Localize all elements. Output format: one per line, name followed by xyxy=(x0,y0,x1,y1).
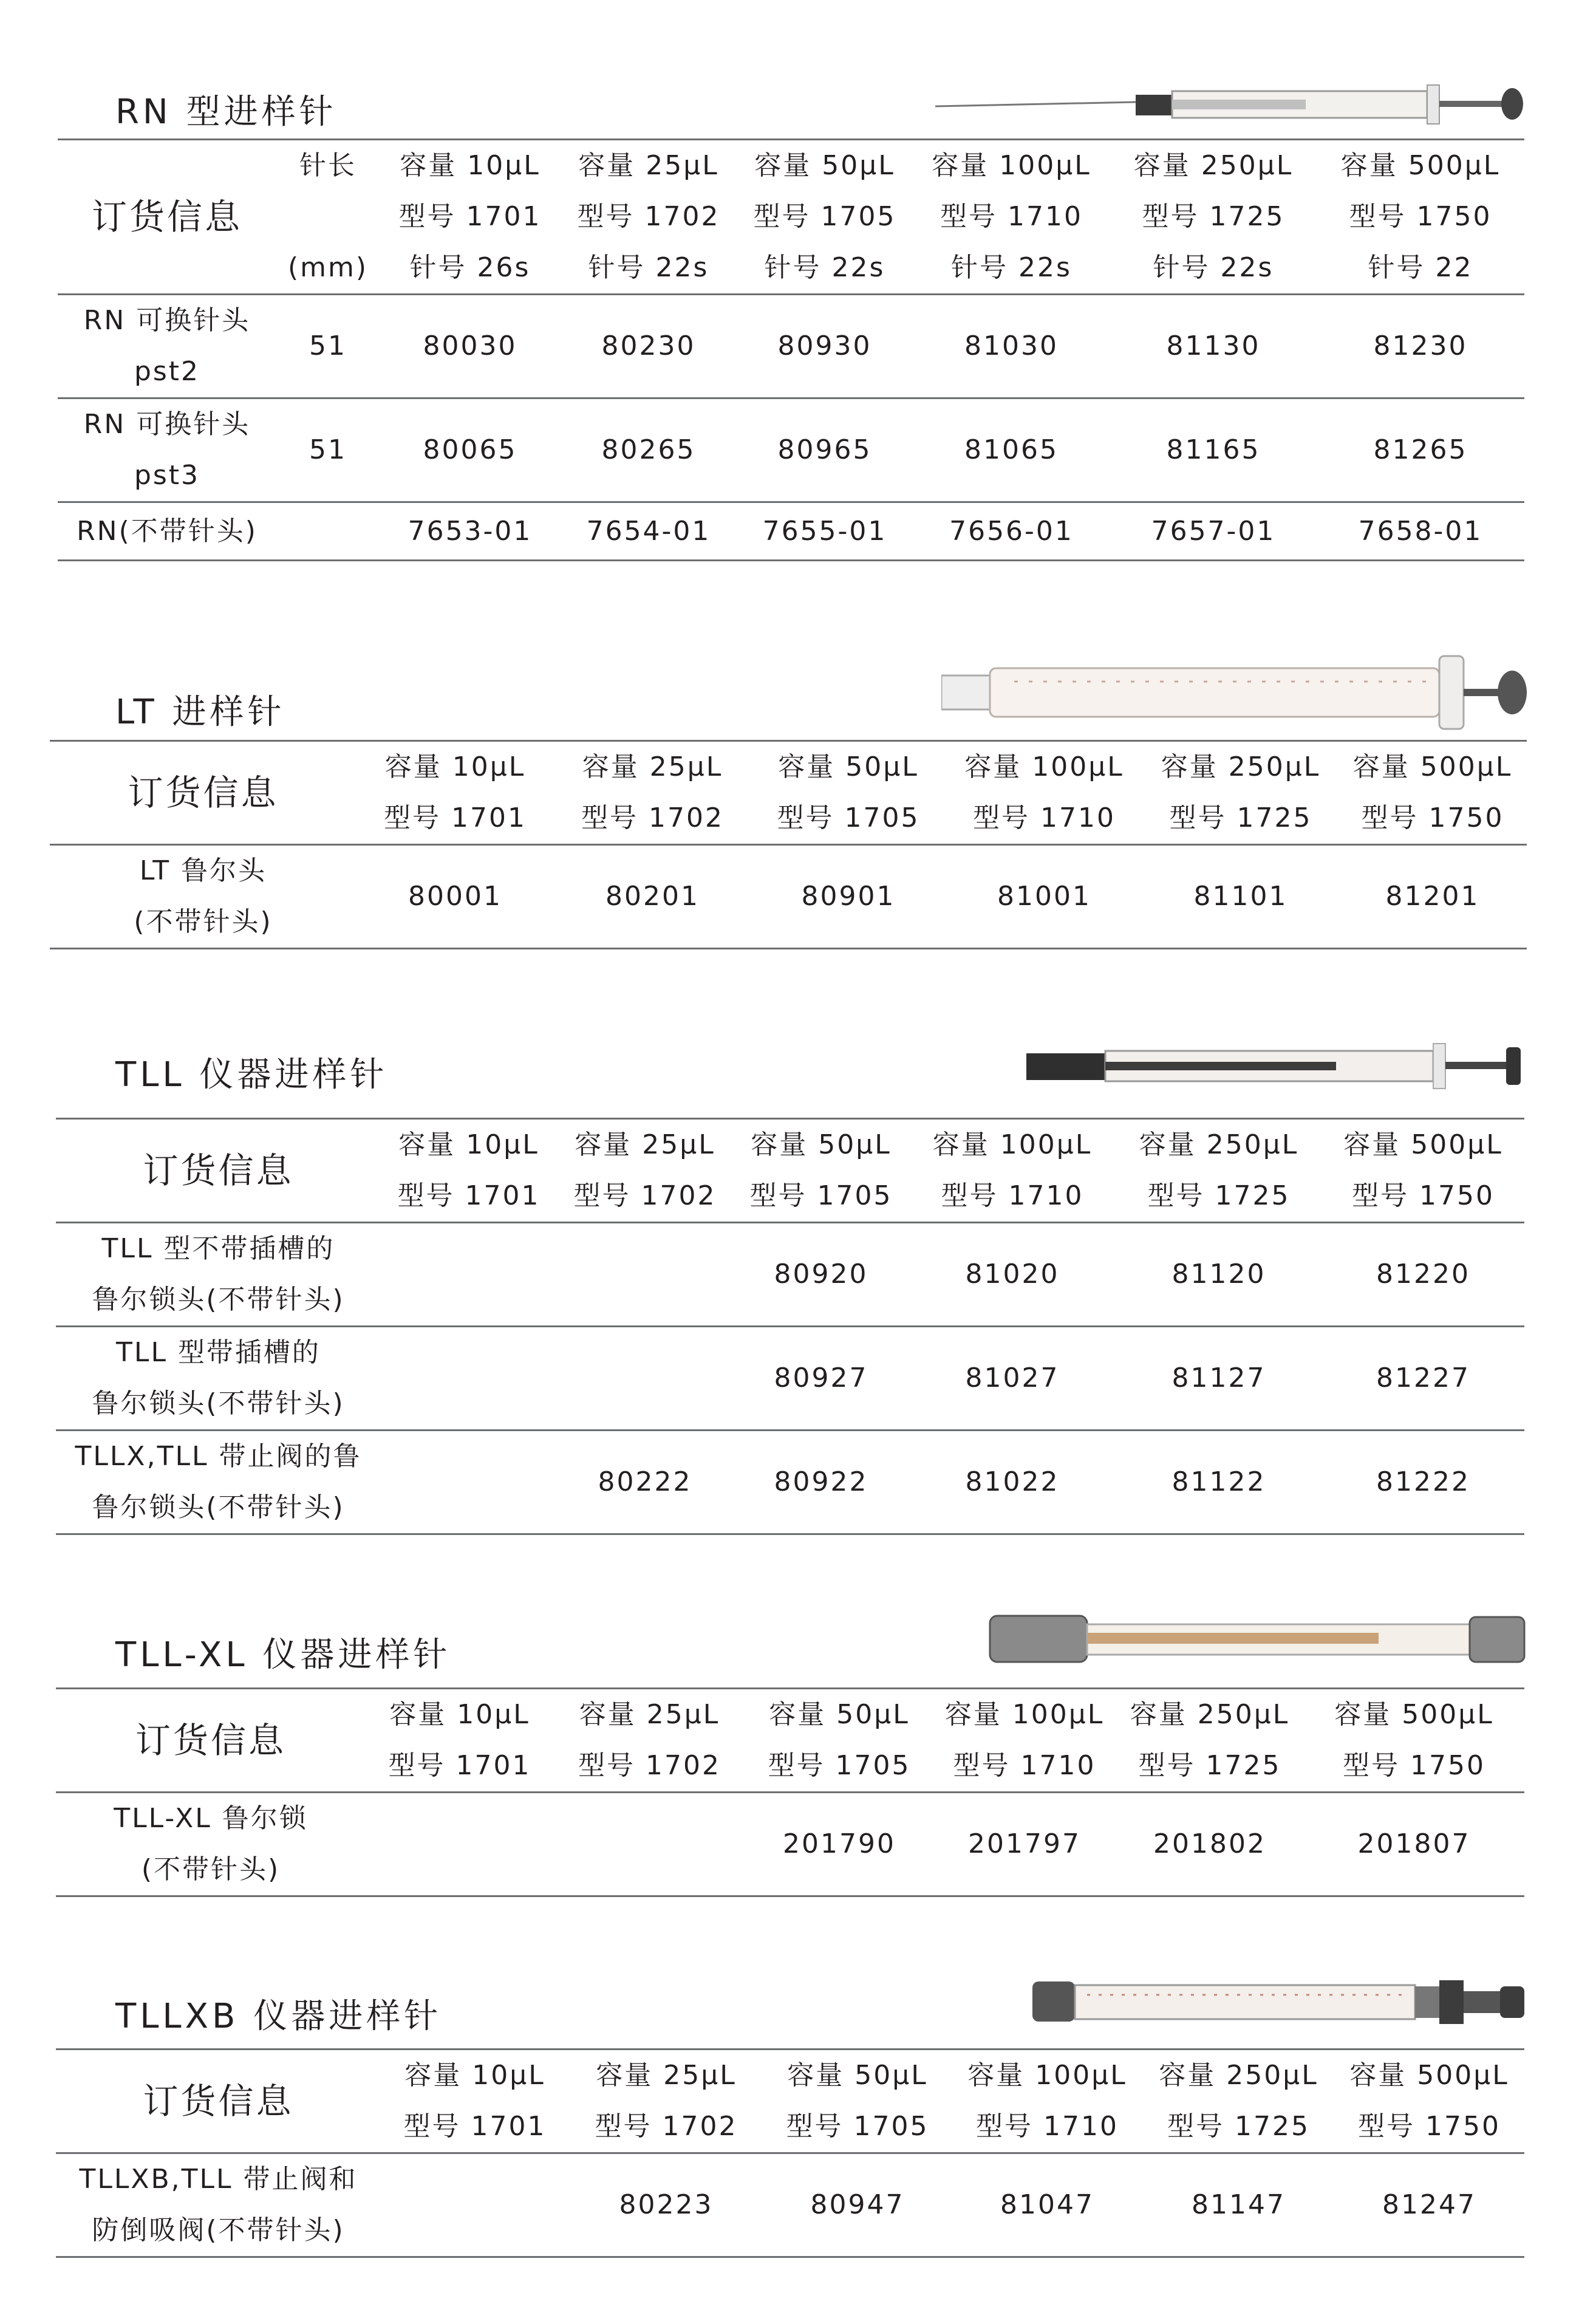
table-cell: 7653-01 xyxy=(380,502,561,561)
table-cell: 80065 xyxy=(380,398,561,502)
column-header: 容量 25μL 型号 1702 xyxy=(554,1689,745,1793)
table-cell: 81201 xyxy=(1339,845,1527,949)
table-cell: 81001 xyxy=(946,845,1143,949)
tllxb-order-table xyxy=(56,2048,1524,2258)
table-cell xyxy=(554,1793,745,1896)
column-header: 容量 250μL 型号 1725 xyxy=(1116,1689,1304,1793)
rn-order-table xyxy=(58,138,1524,561)
column-header: 容量 100μL 型号 1710 xyxy=(946,741,1143,845)
column-header: 容量 50μL 型号 1705 xyxy=(751,741,946,845)
table-cell: 80230 xyxy=(561,295,737,398)
table-cell: 80930 xyxy=(737,295,913,398)
table-cell: 80965 xyxy=(737,398,913,502)
column-header: 容量 250μL 型号 1725 针号 22s xyxy=(1110,140,1317,295)
lt-order-table xyxy=(50,740,1527,949)
column-header: 容量 500μL 型号 1750 针号 22 xyxy=(1317,140,1524,295)
table-cell: 81122 xyxy=(1116,1431,1322,1534)
tll-order-table xyxy=(56,1118,1524,1535)
table-cell: 81022 xyxy=(909,1431,1116,1534)
column-header: 容量 25μL 型号 1702 xyxy=(554,741,751,845)
table-cell: 201802 xyxy=(1116,1793,1304,1896)
column-header: 容量 500μL 型号 1750 xyxy=(1304,1689,1524,1793)
row-label: TLLXB,TLL 带止阀和 防倒吸阀(不带针头) xyxy=(56,2153,381,2257)
table-cell: 80030 xyxy=(380,295,561,398)
order-info-header: 订货信息 xyxy=(56,2050,381,2153)
column-header: 容量 500μL 型号 1750 xyxy=(1339,741,1527,845)
column-header: 容量 25μL 型号 1702 针号 22s xyxy=(561,140,737,295)
needle-length-unit: (mm) xyxy=(287,252,369,283)
tll-xl-syringe-image xyxy=(978,1604,1536,1677)
order-info-header: 订货信息 xyxy=(50,741,356,845)
row-label: TLL 型带插槽的 鲁尔锁头(不带针头) xyxy=(56,1327,381,1431)
table-cell: 81247 xyxy=(1334,2153,1524,2257)
table-cell: 81165 xyxy=(1110,398,1317,502)
needle-length-cell: 51 xyxy=(276,295,380,398)
row-label: TLL-XL 鲁尔锁 (不带针头) xyxy=(56,1793,366,1896)
table-cell xyxy=(381,1327,557,1431)
table-cell: 80222 xyxy=(557,1431,733,1534)
table-cell: 81222 xyxy=(1322,1431,1524,1534)
table-cell: 201797 xyxy=(933,1793,1116,1896)
table-cell: 80201 xyxy=(554,845,751,949)
table-cell: 81030 xyxy=(913,295,1110,398)
column-header: 容量 250μL 型号 1725 xyxy=(1143,2050,1334,2153)
column-header: 容量 100μL 型号 1710 xyxy=(933,1689,1116,1793)
table-cell: 80920 xyxy=(733,1223,909,1327)
table-cell: 80223 xyxy=(569,2153,763,2257)
table-cell: 80265 xyxy=(561,398,737,502)
column-header: 容量 25μL 型号 1702 xyxy=(569,2050,763,2153)
column-header: 容量 10μL 型号 1701 针号 26s xyxy=(380,140,561,295)
column-header: 容量 50μL 型号 1705 针号 22s xyxy=(737,140,913,295)
table-cell: 80901 xyxy=(751,845,946,949)
row-label: LT 鲁尔头 (不带针头) xyxy=(50,845,356,949)
row-label: RN(不带针头) xyxy=(58,502,276,561)
column-header: 容量 50μL 型号 1705 xyxy=(733,1119,909,1223)
table-cell: 7656-01 xyxy=(913,502,1110,561)
tll-syringe-image xyxy=(1026,1033,1536,1099)
row-label: TLLX,TLL 带止阀的鲁 鲁尔锁头(不带针头) xyxy=(56,1431,381,1534)
table-cell xyxy=(557,1223,733,1327)
column-header: 容量 25μL 型号 1702 xyxy=(557,1119,733,1223)
table-cell: 81220 xyxy=(1322,1223,1524,1327)
table-cell: 81047 xyxy=(952,2153,1143,2257)
table-cell: 7654-01 xyxy=(561,502,737,561)
table-cell: 80947 xyxy=(763,2153,952,2257)
table-cell: 81101 xyxy=(1143,845,1339,949)
table-cell: 81147 xyxy=(1143,2153,1334,2257)
table-cell: 201790 xyxy=(745,1793,933,1896)
column-header: 容量 50μL 型号 1705 xyxy=(745,1689,933,1793)
row-label: TLL 型不带插槽的 鲁尔锁头(不带针头) xyxy=(56,1223,381,1327)
order-info-header: 订货信息 xyxy=(58,140,276,295)
section-title: TLL 仪器进样针 xyxy=(115,1055,388,1095)
column-header: 容量 500μL 型号 1750 xyxy=(1322,1119,1524,1223)
table-cell xyxy=(557,1327,733,1431)
column-header: 容量 250μL 型号 1725 xyxy=(1116,1119,1322,1223)
section-title: RN 型进样针 xyxy=(115,92,337,132)
needle-length-cell: 51 xyxy=(276,398,380,502)
table-cell: 81027 xyxy=(909,1327,1116,1431)
table-cell xyxy=(381,1431,557,1534)
table-cell: 80001 xyxy=(356,845,554,949)
tllxb-syringe-image xyxy=(1032,1968,1530,2035)
column-header: 容量 100μL 型号 1710 xyxy=(952,2050,1143,2153)
table-cell: 80922 xyxy=(733,1431,909,1534)
table-cell xyxy=(366,1793,554,1896)
needle-length-cell xyxy=(276,502,380,561)
column-header: 容量 10μL 型号 1701 xyxy=(356,741,554,845)
section-title: TLL-XL 仪器进样针 xyxy=(115,1635,451,1675)
order-info-header: 订货信息 xyxy=(56,1689,366,1793)
table-cell xyxy=(381,1223,557,1327)
column-header: 容量 10μL 型号 1701 xyxy=(381,2050,569,2153)
table-cell: 201807 xyxy=(1304,1793,1524,1896)
column-header: 容量 10μL 型号 1701 xyxy=(381,1119,557,1223)
table-cell: 81065 xyxy=(913,398,1110,502)
row-label: RN 可换针头 pst3 xyxy=(58,398,276,502)
table-cell: 7657-01 xyxy=(1110,502,1317,561)
section-title: LT 进样针 xyxy=(115,692,285,732)
table-cell: 81265 xyxy=(1317,398,1524,502)
row-label: RN 可换针头 pst2 xyxy=(58,295,276,398)
table-cell: 81120 xyxy=(1116,1223,1322,1327)
table-cell: 81020 xyxy=(909,1223,1116,1327)
table-cell: 81130 xyxy=(1110,295,1317,398)
column-header: 容量 50μL 型号 1705 xyxy=(763,2050,952,2153)
section-title: TLLXB 仪器进样针 xyxy=(115,1997,442,2036)
needle-length-header xyxy=(276,140,380,295)
column-header: 容量 100μL 型号 1710 针号 22s xyxy=(913,140,1110,295)
column-header: 容量 10μL 型号 1701 xyxy=(366,1689,554,1793)
rn-syringe-image xyxy=(935,73,1530,134)
needle-length-label: 针长 xyxy=(299,150,356,181)
table-cell: 80927 xyxy=(733,1327,909,1431)
table-cell: 7658-01 xyxy=(1317,502,1524,561)
table-cell: 81127 xyxy=(1116,1327,1322,1431)
table-cell: 81230 xyxy=(1317,295,1524,398)
column-header: 容量 100μL 型号 1710 xyxy=(909,1119,1116,1223)
column-header: 容量 250μL 型号 1725 xyxy=(1143,741,1339,845)
tll-xl-order-table xyxy=(56,1687,1524,1897)
table-cell: 7655-01 xyxy=(737,502,913,561)
order-info-header: 订货信息 xyxy=(56,1119,381,1223)
column-header: 容量 500μL 型号 1750 xyxy=(1334,2050,1524,2153)
table-cell: 81227 xyxy=(1322,1327,1524,1431)
lt-syringe-image xyxy=(941,650,1536,735)
table-cell xyxy=(381,2153,569,2257)
